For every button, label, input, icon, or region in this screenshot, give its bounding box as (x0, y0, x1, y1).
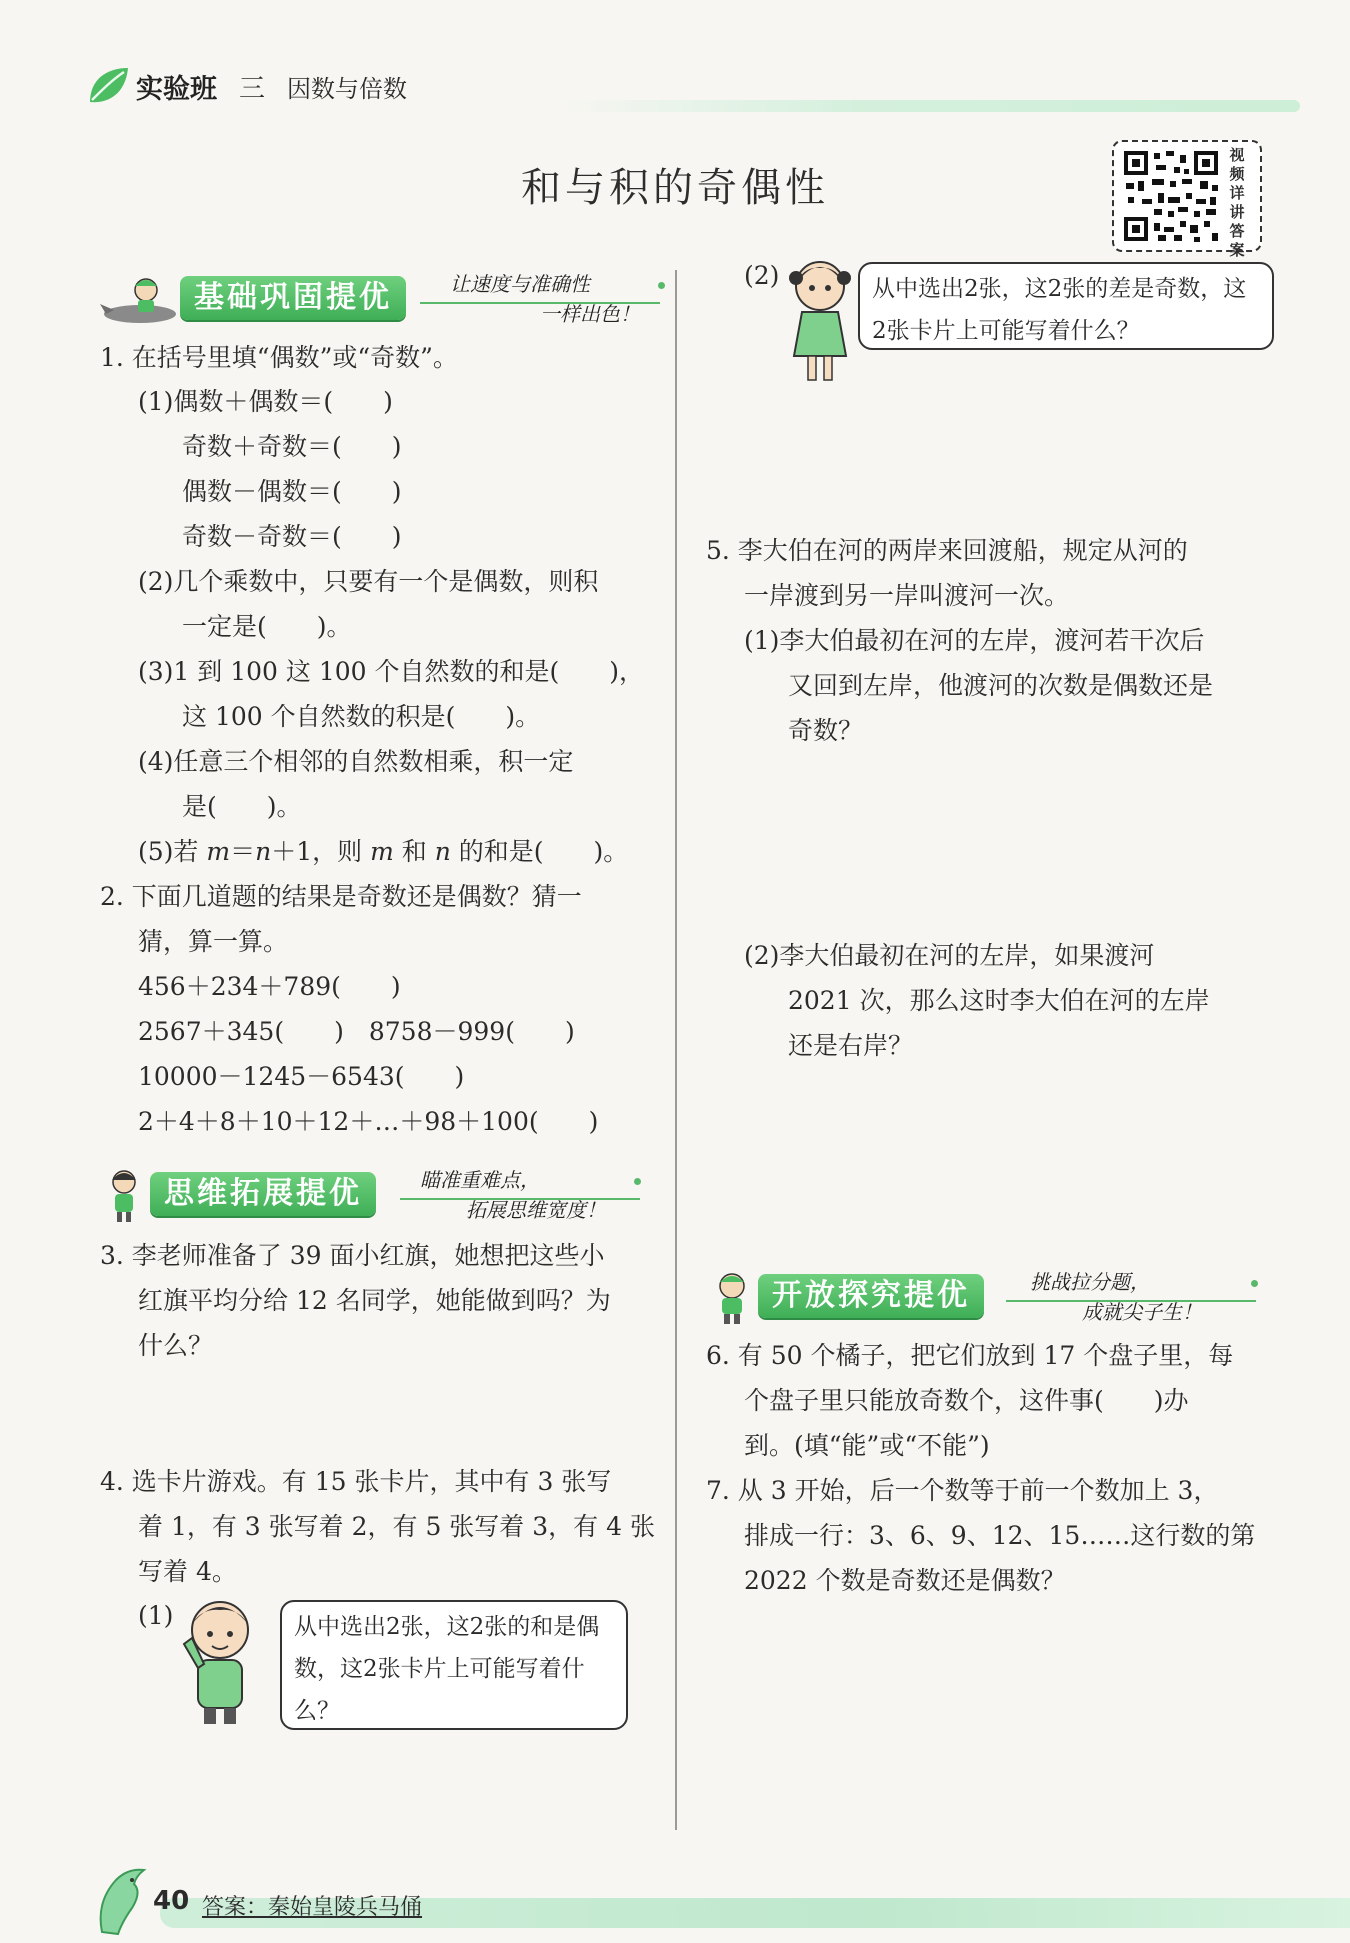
unit-name: 因数与倍数 (287, 74, 408, 103)
brand-name: 实验班 (136, 73, 217, 105)
question-5-2c: 还是右岸？ (788, 1031, 914, 1060)
section-basic-banner (100, 270, 670, 328)
leaf-logo-icon (86, 66, 130, 106)
question-1-3b: 这 100 个自然数的积是( )。 (182, 702, 541, 731)
column-divider (675, 270, 677, 1830)
question-6b: 个盘子里只能放奇数个，这件事( )办 (744, 1386, 1189, 1415)
question-3b: 红旗平均分给 12 名同学，她能做到吗？为 (138, 1286, 611, 1315)
qr-code-icon (1122, 149, 1220, 243)
question-7c: 2022 个数是奇数还是偶数？ (744, 1566, 1066, 1595)
question-1-1d: 奇数－奇数＝( ) (182, 522, 402, 551)
question-1-3a: (3)1 到 100 这 100 个自然数的和是( )， (138, 657, 644, 686)
question-4c: 写着 4。 (138, 1557, 237, 1586)
speech-bubble-sum: 从中选出2张，这2张的和是偶数，这2张卡片上可能写着什么？ (280, 1600, 628, 1730)
question-1-1b: 奇数＋奇数＝( ) (182, 432, 402, 461)
section-basic-slogan-2: 一样出色！ (540, 302, 640, 326)
question-1-2b: 一定是( )。 (182, 612, 352, 641)
qr-code-box[interactable] (1112, 140, 1262, 259)
question-5a: 5. 李大伯在河的两岸来回渡船，规定从河的 (706, 536, 1188, 565)
question-5-2b: 2021 次，那么这时李大伯在河的左岸 (788, 986, 1210, 1015)
question-2-expr-4: 2＋4＋8＋10＋12＋…＋98＋100( ) (138, 1107, 599, 1136)
question-2a: 2. 下面几道题的结果是奇数还是偶数？猜一 (100, 882, 582, 911)
section-open-slogan-2: 成就尖子生！ (1082, 1300, 1202, 1324)
question-5-1a: (1)李大伯最初在河的左岸，渡河若干次后 (744, 626, 1205, 655)
question-1-1a: (1)偶数＋偶数＝( ) (138, 387, 393, 416)
question-5b: 一岸渡到另一岸叫渡河一次。 (744, 581, 1070, 610)
slogan-dot (634, 1178, 641, 1185)
question-4a: 4. 选卡片游戏。有 15 张卡片，其中有 3 张写 (100, 1467, 612, 1496)
section-basic-label: 基础巩固提优 (180, 276, 406, 320)
question-5-1b: 又回到左岸，他渡河的次数是偶数还是 (788, 671, 1214, 700)
boy-mascot-icon (178, 1594, 264, 1726)
question-5-2a: (2)李大伯最初在河的左岸，如果渡河 (744, 941, 1155, 970)
section-thinking-banner (100, 1166, 670, 1224)
slogan-dot (658, 282, 665, 289)
dolphin-icon (92, 1862, 152, 1936)
question-5-1c: 奇数？ (788, 716, 864, 745)
girl-mascot-icon (786, 256, 854, 384)
question-1-5: (5)若 m＝n＋1，则 m 和 n 的和是( )。 (138, 837, 629, 866)
question-6a: 6. 有 50 个橘子，把它们放到 17 个盘子里，每 (706, 1341, 1234, 1370)
section-thinking-slogan-1: 瞄准重难点， (420, 1168, 540, 1192)
unit-number: 三 (239, 73, 266, 104)
section-thinking-label: 思维拓展提优 (150, 1172, 376, 1216)
header-band (560, 100, 1300, 112)
question-4-1-label: (1) (138, 1601, 174, 1630)
boy-on-plane-icon (100, 270, 182, 328)
question-2-expr-1: 456＋234＋789( ) (138, 972, 401, 1001)
page-title: 和与积的奇偶性 (521, 165, 829, 211)
question-7b: 排成一行：3、6、9、12、15……这行数的第 (744, 1521, 1256, 1550)
question-3c: 什么？ (138, 1331, 214, 1360)
section-thinking-slogan-2: 拓展思维宽度！ (466, 1198, 606, 1222)
question-1: 1. 在括号里填“偶数”或“奇数”。 (100, 343, 458, 372)
question-3a: 3. 李老师准备了 39 面小红旗，她想把这些小 (100, 1241, 605, 1270)
qr-label: 视频详讲答案 (1229, 146, 1245, 259)
question-1-1c: 偶数－偶数＝( ) (182, 477, 402, 506)
question-2-expr-2: 2567＋345( ) 8758－999( ) (138, 1017, 575, 1046)
question-6c: 到。(填“能”或“不能”) (744, 1431, 990, 1460)
question-4b: 着 1，有 3 张写着 2，有 5 张写着 3，有 4 张 (138, 1512, 655, 1541)
page-header (86, 62, 407, 110)
question-1-4a: (4)任意三个相邻的自然数相乘，积一定 (138, 747, 574, 776)
slogan-dot (1251, 1280, 1258, 1287)
page-number: 40 (153, 1886, 190, 1916)
boy-mascot-icon (706, 1268, 758, 1326)
speech-bubble-difference: 从中选出2张，这2张的差是奇数，这2张卡片上可能写着什么？ (858, 262, 1274, 350)
question-4-2-label: (2) (744, 261, 780, 290)
girl-mascot-icon (100, 1166, 150, 1224)
question-7a: 7. 从 3 开始，后一个数等于前一个数加上 3， (706, 1476, 1219, 1505)
riddle-answer: 答案：秦始皇陵兵马俑 (202, 1895, 423, 1920)
question-1-2a: (2)几个乘数中，只要有一个是偶数，则积 (138, 567, 599, 596)
question-2b: 猜，算一算。 (138, 927, 289, 956)
section-open-banner (706, 1268, 1266, 1326)
question-1-4b: 是( )。 (182, 792, 302, 821)
section-open-slogan-1: 挑战拉分题， (1030, 1270, 1150, 1294)
question-2-expr-3: 10000－1245－6543( ) (138, 1062, 465, 1091)
section-basic-slogan-1: 让速度与准确性 (450, 272, 590, 296)
section-open-label: 开放探究提优 (758, 1274, 984, 1318)
